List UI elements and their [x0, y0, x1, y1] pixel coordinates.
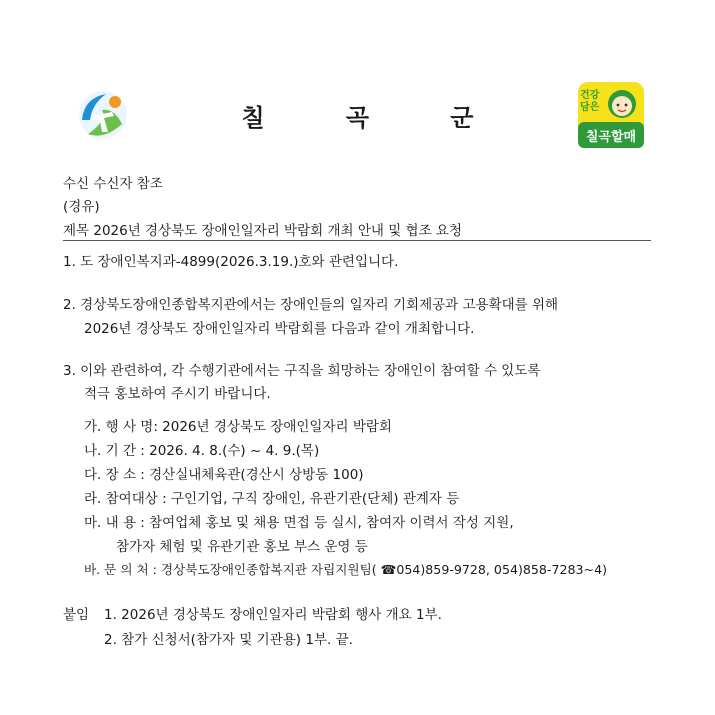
detail-item-target: 라. 참여대상 : 구인기업, 구직 장애인, 유관기관(단체) 관계자 등	[84, 491, 460, 507]
paragraph-1: 1. 도 장애인복지과-4899(2026.3.19.)호와 관련입니다.	[63, 254, 399, 270]
attachment-item-2: 2. 참가 신청서(참가자 및 기관용) 1부. 끝.	[104, 632, 353, 648]
paragraph-2-line-2: 2026년 경상북도 장애인일자리 박람회를 다음과 같이 개최합니다.	[84, 321, 475, 337]
title-char-2: 곡	[345, 104, 370, 132]
via-line: (경유)	[63, 199, 100, 215]
paragraph-3-line-2: 적극 홍보하여 주시기 바랍니다.	[84, 386, 271, 402]
detail-item-content: 마. 내 용 : 참여업체 홍보 및 채용 면접 등 실시, 참여자 이력서 작성 지원,	[84, 515, 514, 531]
brand-line-1: 건강	[580, 90, 600, 101]
detail-item-period: 나. 기 간 : 2026. 4. 8.(수) ~ 4. 9.(목)	[84, 443, 320, 459]
brand-line-2: 담은	[580, 102, 600, 113]
detail-item-name: 가. 행 사 명: 2026년 경상북도 장애인일자리 박람회	[84, 419, 392, 435]
header-divider	[63, 240, 651, 241]
brand-name: 칠곡할매	[585, 130, 637, 145]
paragraph-2-line-1: 2. 경상북도장애인종합복지관에서는 장애인들의 일자리 기회제공과 고용확대를 위해	[63, 297, 559, 313]
paragraph-3-line-1: 3. 이와 관련하여, 각 수행기관에서는 구직을 희망하는 장애인이 참여할 수 있도록	[63, 363, 541, 379]
title-char-1: 칠	[241, 104, 265, 132]
attachment-label: 붙임	[63, 607, 90, 623]
attachment-item-1: 1. 2026년 경상북도 장애인일자리 박람회 행사 개요 1부.	[104, 607, 442, 623]
detail-item-place: 다. 장 소 : 경산실내체육관(경산시 상방동 100)	[84, 467, 364, 483]
chilgok-halmae-brand-logo	[578, 82, 644, 148]
recipient-line: 수신 수신자 참조	[63, 176, 163, 192]
detail-item-contact: 바. 문 의 처 : 경상북도장애인종합복지관 자립지원팀( ☎054)859-9728, 054)858-7283~4)	[84, 562, 607, 577]
detail-item-content-cont: 참가자 체험 및 유관기관 홍보 부스 운영 등	[116, 539, 368, 555]
title-char-3: 군	[450, 104, 474, 132]
subject-line: 제목 2026년 경상북도 장애인일자리 박람회 개최 안내 및 협조 요청	[63, 223, 463, 239]
